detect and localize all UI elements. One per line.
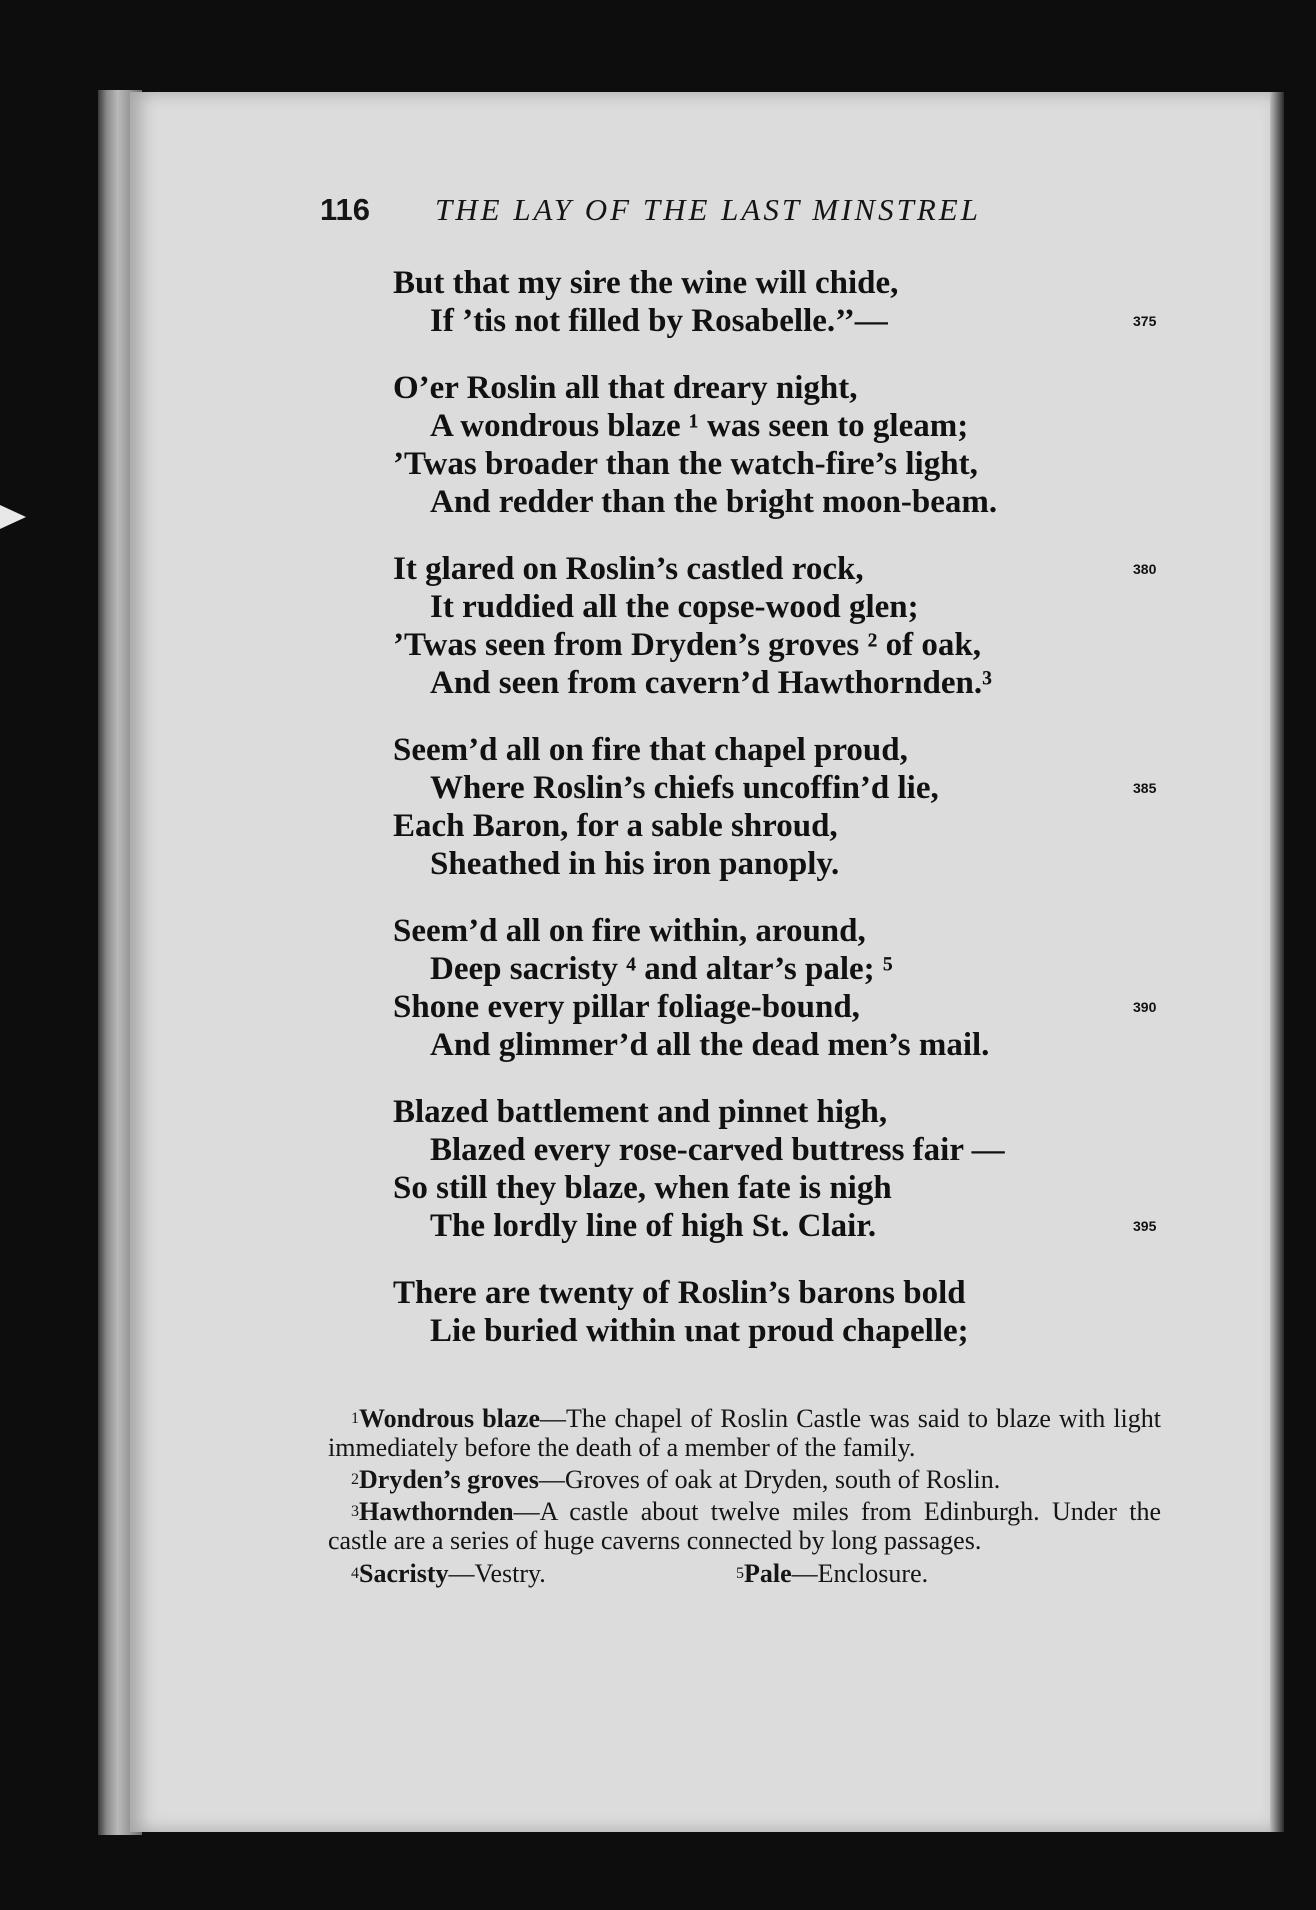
poem-line [393,1093,1193,1131]
footnote [328,1404,1161,1462]
poem-line-text: Seem’d all on fire within, around, [393,913,866,949]
poem-line-text: Where Roslin’s chiefs uncoffin’d lie, [430,770,939,806]
poem-line [393,588,1193,626]
poem-line-text: It glared on Roslin’s castled rock, [393,551,864,587]
poem-line [393,445,1193,483]
footnote-number: 5 [736,1565,744,1582]
footnote-number: 4 [351,1565,359,1582]
footnote-term: Sacristy [359,1559,449,1588]
footnote-text: —Enclosure. [791,1559,929,1588]
poem-line-text: Blazed every rose-carved buttress fair — [430,1132,1005,1168]
poem-line [393,1131,1193,1169]
stanza [393,1274,1193,1350]
footnote-term: Hawthornden [359,1497,514,1526]
footnote-text: —The chapel of Roslin Castle was said to blaze with light immediately before the death of a member of the family. [328,1404,1161,1462]
poem-line [393,912,1193,950]
stanza [393,369,1193,521]
line-number: 395 [1133,1218,1157,1234]
poem-line-text: So still they blaze, when fate is nigh [393,1170,892,1206]
poem-line-text: And redder than the bright moon-beam. [430,484,998,520]
poem-line-text: Deep sacristy ⁴ and altar’s pale; ⁵ [430,951,893,987]
poem-line [393,1207,1193,1245]
poem-line [393,950,1193,988]
footnote-text: —Vestry. [448,1559,546,1588]
stanza [393,550,1193,702]
poem-line [393,483,1193,521]
poem-line-text: Lie buried within ιnat proud chapelle; [430,1313,969,1349]
poem-line-text: O’er Roslin all that dreary night, [393,370,858,406]
poem-line [393,1026,1193,1064]
poem-line [393,369,1193,407]
footnote-term: Dryden’s groves [359,1465,539,1494]
poem-line [393,1274,1193,1312]
poem-line-text: Blazed battlement and pinnet high, [393,1094,888,1130]
poem-line-text: And seen from cavern’d Hawthornden.³ [430,665,993,701]
poem-line [393,1312,1193,1350]
scanner-arrow-marker [0,505,26,529]
line-number: 380 [1133,561,1157,577]
stanza [393,731,1193,883]
running-title: THE LAY OF THE LAST MINSTREL [435,192,981,227]
poem-line-text: There are twenty of Roslin’s barons bold [393,1275,966,1311]
footnote [328,1465,1161,1494]
line-number: 375 [1133,313,1157,329]
poem-line-text: Shone every pillar foliage-bound, [393,989,860,1025]
footnote [736,1559,1121,1588]
footnote-term: Pale [744,1559,792,1588]
poem-line [393,988,1193,1026]
poem-line [393,664,1193,702]
poem-line [393,807,1193,845]
stanza [393,1093,1193,1245]
footnote-number: 1 [351,1410,359,1427]
stanza [393,264,1193,340]
poem-line [393,264,1193,302]
footnote [328,1497,1161,1555]
line-number: 385 [1133,780,1157,796]
poem-line-text: ’Twas seen from Dryden’s groves ² of oak, [393,627,981,663]
poem-line [393,407,1193,445]
stanza [393,912,1193,1064]
poem-line [393,1169,1193,1207]
poem-line-text: A wondrous blaze ¹ was seen to gleam; [430,408,969,444]
footnote-term: Wondrous blaze [359,1404,540,1433]
poem-line-text: But that my sire the wine will chide, [393,265,899,301]
poem-line [393,769,1193,807]
footnote-number: 3 [351,1503,359,1520]
footnote-pair [328,1559,1161,1591]
poem-line [393,550,1193,588]
page-right-edge [1270,92,1284,1832]
poem-line-text: And glimmer’d all the dead men’s mail. [430,1027,990,1063]
poem-line-text: Each Baron, for a sable shroud, [393,808,838,844]
poem-line-text: Seem’d all on fire that chapel proud, [393,732,908,768]
line-number: 390 [1133,999,1157,1015]
footnote-text: —Groves of oak at Dryden, south of Roslin. [538,1465,1001,1494]
footnotes [328,1404,1161,1591]
footnote-number: 2 [351,1471,359,1488]
poem-line-text: The lordly line of high St. Clair. [430,1208,877,1244]
poem-line [393,731,1193,769]
poem-line [393,845,1193,883]
poem-body [393,264,1193,1379]
page-number: 116 [320,192,371,227]
footnote [351,1559,736,1588]
poem-line-text: It ruddied all the copse-wood glen; [430,589,919,625]
poem-line-text: Sheathed in his iron panoply. [430,846,840,882]
poem-line [393,302,1193,340]
poem-line-text: If ’tis not filled by Rosabelle.’’— [430,303,888,339]
footnote-text: —A castle about twelve miles from Edinburgh. Under the castle are a series of huge caverns connected by long passages. [328,1497,1161,1555]
poem-line-text: ’Twas broader than the watch-fire’s light, [393,446,978,482]
poem-line [393,626,1193,664]
